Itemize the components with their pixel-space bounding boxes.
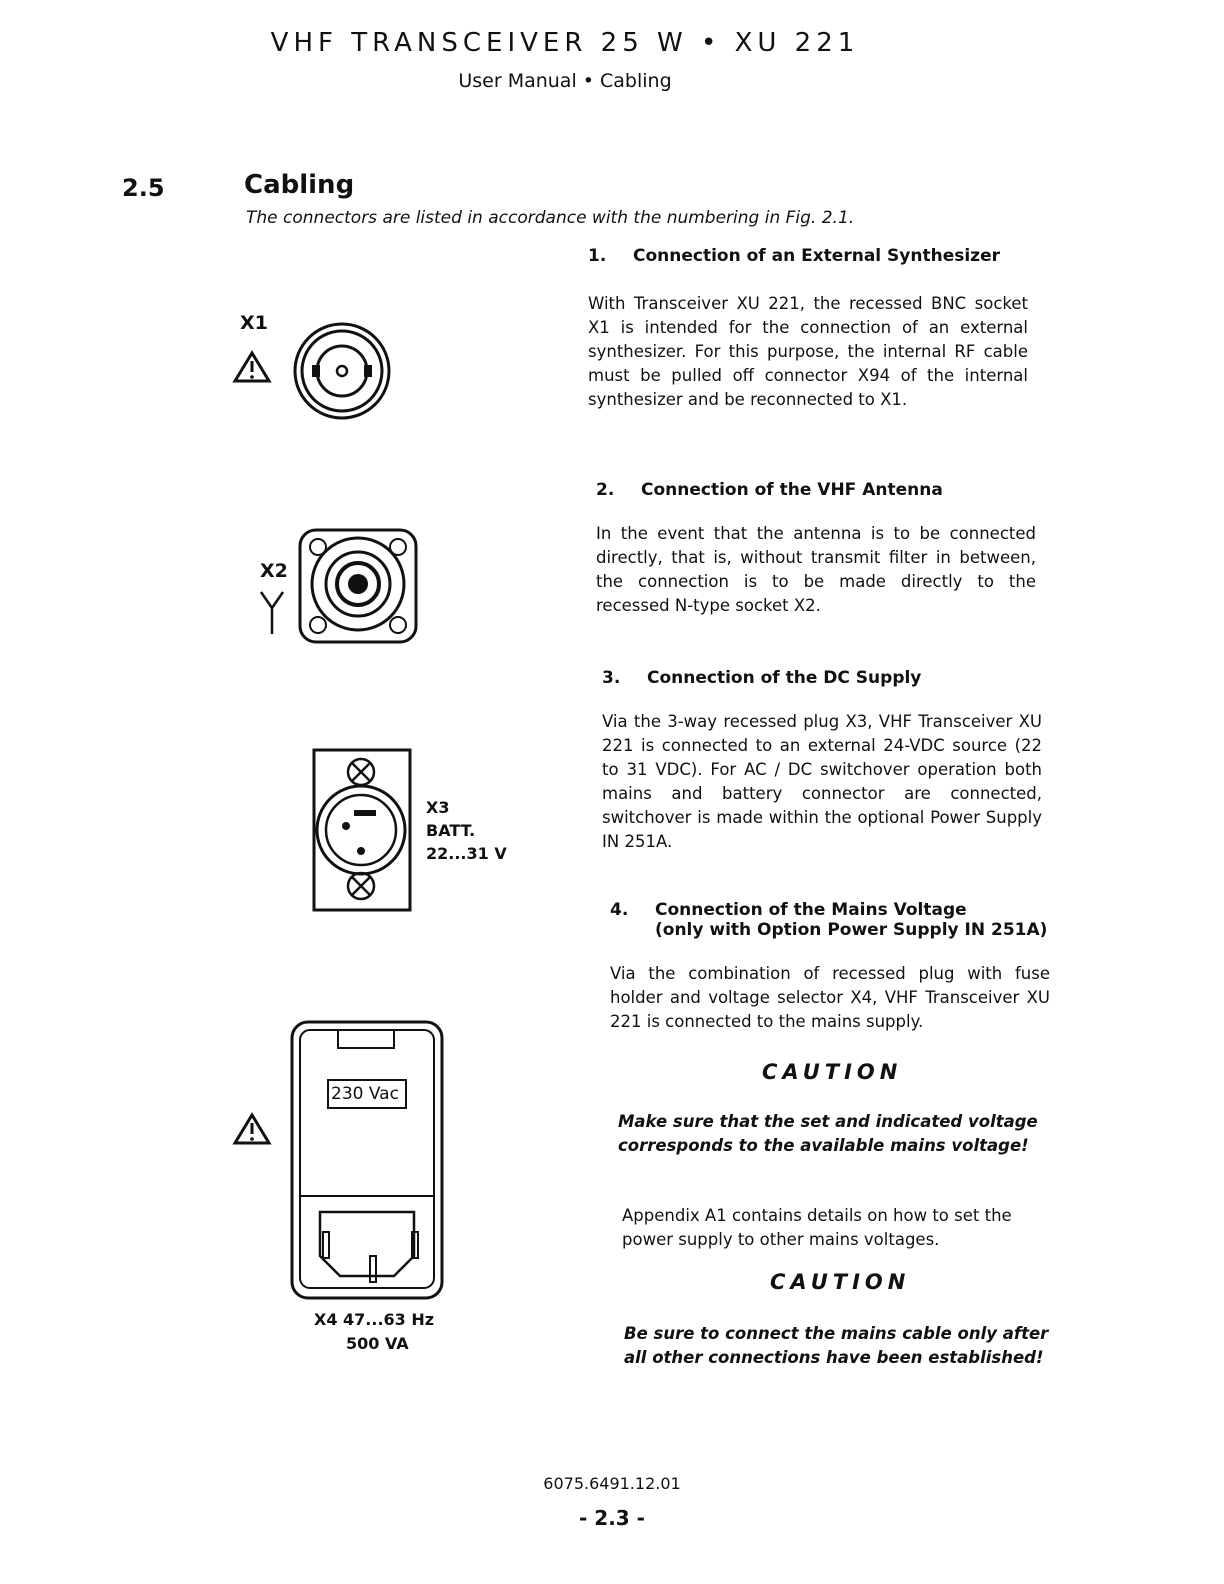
item-external-synthesizer (588, 246, 1028, 412)
item-title: Connection of the Mains Voltage (655, 900, 967, 920)
document-subtitle: User Manual • Cabling (458, 70, 672, 92)
x3-label: X3 (426, 798, 450, 817)
warning-triangle-icon (232, 350, 272, 384)
caution-heading: CAUTION (770, 1270, 911, 1294)
item-body: Via the 3-way recessed plug X3, VHF Transceiver XU 221 is connected to an external 24-VDC source (22 to 31 VDC). For AC / DC switchover operation both mains and battery connector are connected, switchover is made within the optional Power Supply IN 251A. (602, 712, 1042, 851)
document-code: 6075.6491.12.01 (543, 1474, 681, 1493)
mains-inlet-icon (290, 1020, 444, 1302)
caution-text: Make sure that the set and indicated voltage corresponds to the available mains voltage! (618, 1112, 1038, 1155)
section-number: 2.5 (122, 174, 165, 202)
item-vhf-antenna (596, 480, 1036, 618)
x4-power-label: 500 VA (346, 1334, 409, 1353)
item-number: 3. (602, 668, 621, 688)
item-number: 2. (596, 480, 615, 500)
item-number: 4. (610, 900, 629, 920)
caution-text: Be sure to connect the mains cable only after all other connections have been established! (624, 1324, 1049, 1367)
section-intro: The connectors are listed in accordance with the numbering in Fig. 2.1. (246, 208, 855, 228)
antenna-icon (258, 588, 286, 636)
item-number: 1. (588, 246, 607, 266)
page-number: - 2.3 - (579, 1506, 645, 1530)
item-title: Connection of the DC Supply (647, 668, 922, 688)
item-title-note: (only with Option Power Supply IN 251A) (655, 920, 1048, 940)
item-title: Connection of the VHF Antenna (641, 480, 943, 500)
appendix-note: Appendix A1 contains details on how to set the power supply to other mains voltages. (622, 1206, 1012, 1249)
x4-voltage-window: 230 Vac (331, 1084, 399, 1104)
bnc-socket-icon (292, 322, 392, 422)
section-title: Cabling (244, 170, 355, 200)
x3-voltage-range: 22...31 V (426, 844, 507, 863)
x4-frequency-label: X4 47...63 Hz (314, 1310, 435, 1329)
item-body: With Transceiver XU 221, the recessed BNC socket X1 is intended for the connection of an external synthesizer. For this purpose, the internal RF cable must be pulled off connector X94 of the internal synthesizer and be reconnected to X1. (588, 294, 1028, 409)
n-type-socket-icon (298, 528, 418, 644)
item-body: Via the combination of recessed plug with fuse holder and voltage selector X4, VHF Transceiver XU 221 is connected to the mains supply. (610, 964, 1050, 1031)
battery-plug-icon (312, 748, 412, 914)
warning-triangle-icon (232, 1112, 272, 1146)
item-title: Connection of an External Synthesizer (633, 246, 1000, 266)
caution-heading: CAUTION (762, 1060, 903, 1084)
item-body: In the event that the antenna is to be connected directly, that is, without transmit filter in between, the connection is to be made directly to the recessed N-type socket X2. (596, 524, 1036, 615)
item-dc-supply (602, 668, 1042, 854)
x2-label: X2 (260, 560, 288, 582)
item-mains-voltage (610, 900, 1050, 1034)
x3-batt-label: BATT. (426, 821, 476, 840)
x1-label: X1 (240, 312, 268, 334)
document-title: VHF TRANSCEIVER 25 W • XU 221 (270, 28, 860, 58)
